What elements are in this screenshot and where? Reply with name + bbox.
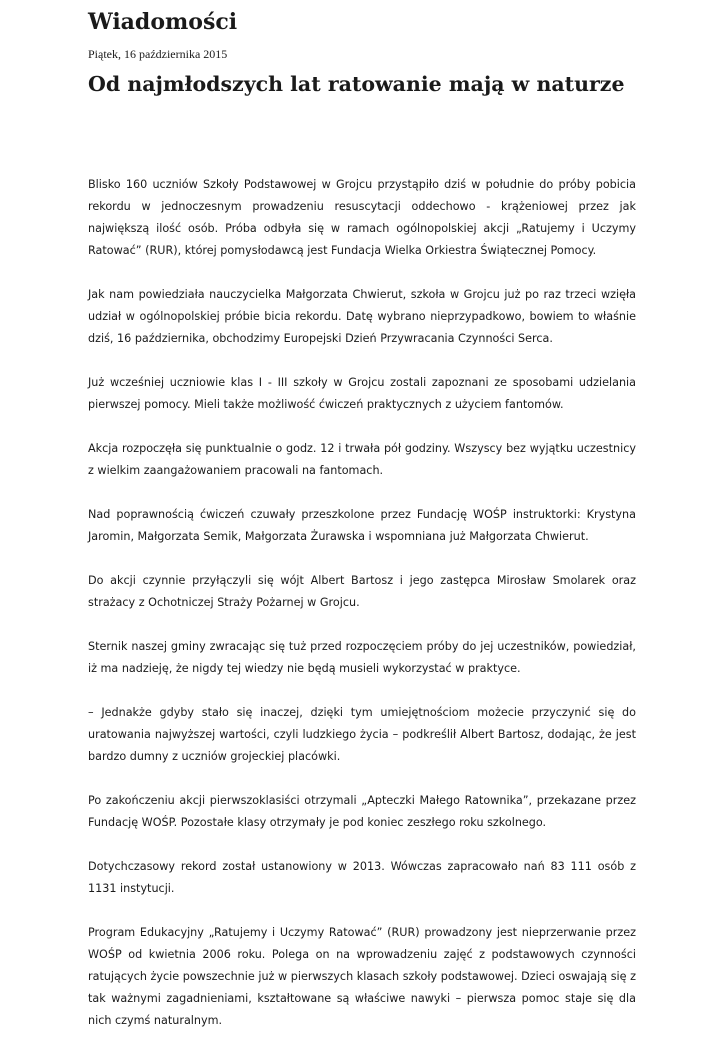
article-paragraph: Sternik naszej gminy zwracając się tuż przed rozpoczęciem próby do jej uczestników, powiedział, iż ma nadzieję, że nigdy tej wiedzy nie będą musieli wykorzystać w praktyce. xyxy=(88,640,636,675)
article-paragraph: Blisko 160 uczniów Szkoły Podstawowej w Grojcu przystąpiło dziś w południe do próby pobicia rekordu w jednoczesnym prowadzeniu resuscytacji oddechowo - krążeniowej przez jak największą ilość osób. Próba odbyła się w ramach ogólnopolskiej akcji „Ratujemy i Uczymy Ratować” (RUR), której pomysłodawcą jest Fundacja Wielka Orkiestra Świątecznej Pomocy. xyxy=(88,178,636,257)
article-paragraph: Nad poprawnością ćwiczeń czuwały przeszkolone przez Fundację WOŚP instruktorki: Krystyna Jaromin, Małgorzata Semik, Małgorzata Żurawska i wspomniana już Małgorzata Chwierut. xyxy=(88,508,636,543)
article-paragraph: Już wcześniej uczniowie klas I - III szkoły w Grojcu zostali zapoznani ze sposobami udzielania pierwszej pomocy. Mieli także możliwość ćwiczeń praktycznych z użyciem fantomów. xyxy=(88,376,636,411)
article-headline: Od najmłodszych lat ratowanie mają w naturze xyxy=(88,72,625,96)
article-paragraph: Po zakończeniu akcji pierwszoklasiści otrzymali „Apteczki Małego Ratownika”, przekazane przez Fundację WOŚP. Pozostałe klasy otrzymały je pod koniec zeszłego roku szkolnego. xyxy=(88,794,636,829)
article-paragraph: Do akcji czynnie przyłączyli się wójt Albert Bartosz i jego zastępca Mirosław Smolarek oraz strażacy z Ochotniczej Straży Pożarnej w Grojcu. xyxy=(88,574,636,609)
section-title: Wiadomości xyxy=(88,9,238,35)
article-paragraph: Akcja rozpoczęła się punktualnie o godz. 12 i trwała pół godziny. Wszyscy bez wyjątku uczestnicy z wielkim zaangażowaniem pracowali na fantomach. xyxy=(88,442,636,477)
article-paragraph: Dotychczasowy rekord został ustanowiony w 2013. Wówczas zapracowało nań 83 111 osób z 1131 instytucji. xyxy=(88,860,636,895)
article-body xyxy=(88,174,636,1054)
article-paragraph: Jak nam powiedziała nauczycielka Małgorzata Chwierut, szkoła w Grojcu już po raz trzeci wzięła udział w ogólnopolskiej próbie bicia rekordu. Datę wybrano nieprzypadkowo, bowiem to właśnie dziś, 16 października, obchodzimy Europejski Dzień Przywracania Czynności Serca. xyxy=(88,288,636,345)
publication-date: Piątek, 16 października 2015 xyxy=(88,47,228,61)
article-paragraph: – Jednakże gdyby stało się inaczej, dzięki tym umiejętnościom możecie przyczynić się do uratowania najwyższej wartości, czyli ludzkiego życia – podkreślił Albert Bartosz, dodając, że jest bardzo dumny z uczniów grojeckiej placówki. xyxy=(88,706,636,763)
article-paragraph: Program Edukacyjny „Ratujemy i Uczymy Ratować” (RUR) prowadzony jest nieprzerwanie przez WOŚP od kwietnia 2006 roku. Polega on na wprowadzeniu zajęć z podstawowych czynności ratujących życie powszechnie już w pierwszych klasach szkoły podstawowej. Dzieci oswajają się z tak ważnymi zagadnieniami, kształtowane są właściwe nawyki – pierwsza pomoc staje się dla nich czymś naturalnym. xyxy=(88,926,636,1027)
